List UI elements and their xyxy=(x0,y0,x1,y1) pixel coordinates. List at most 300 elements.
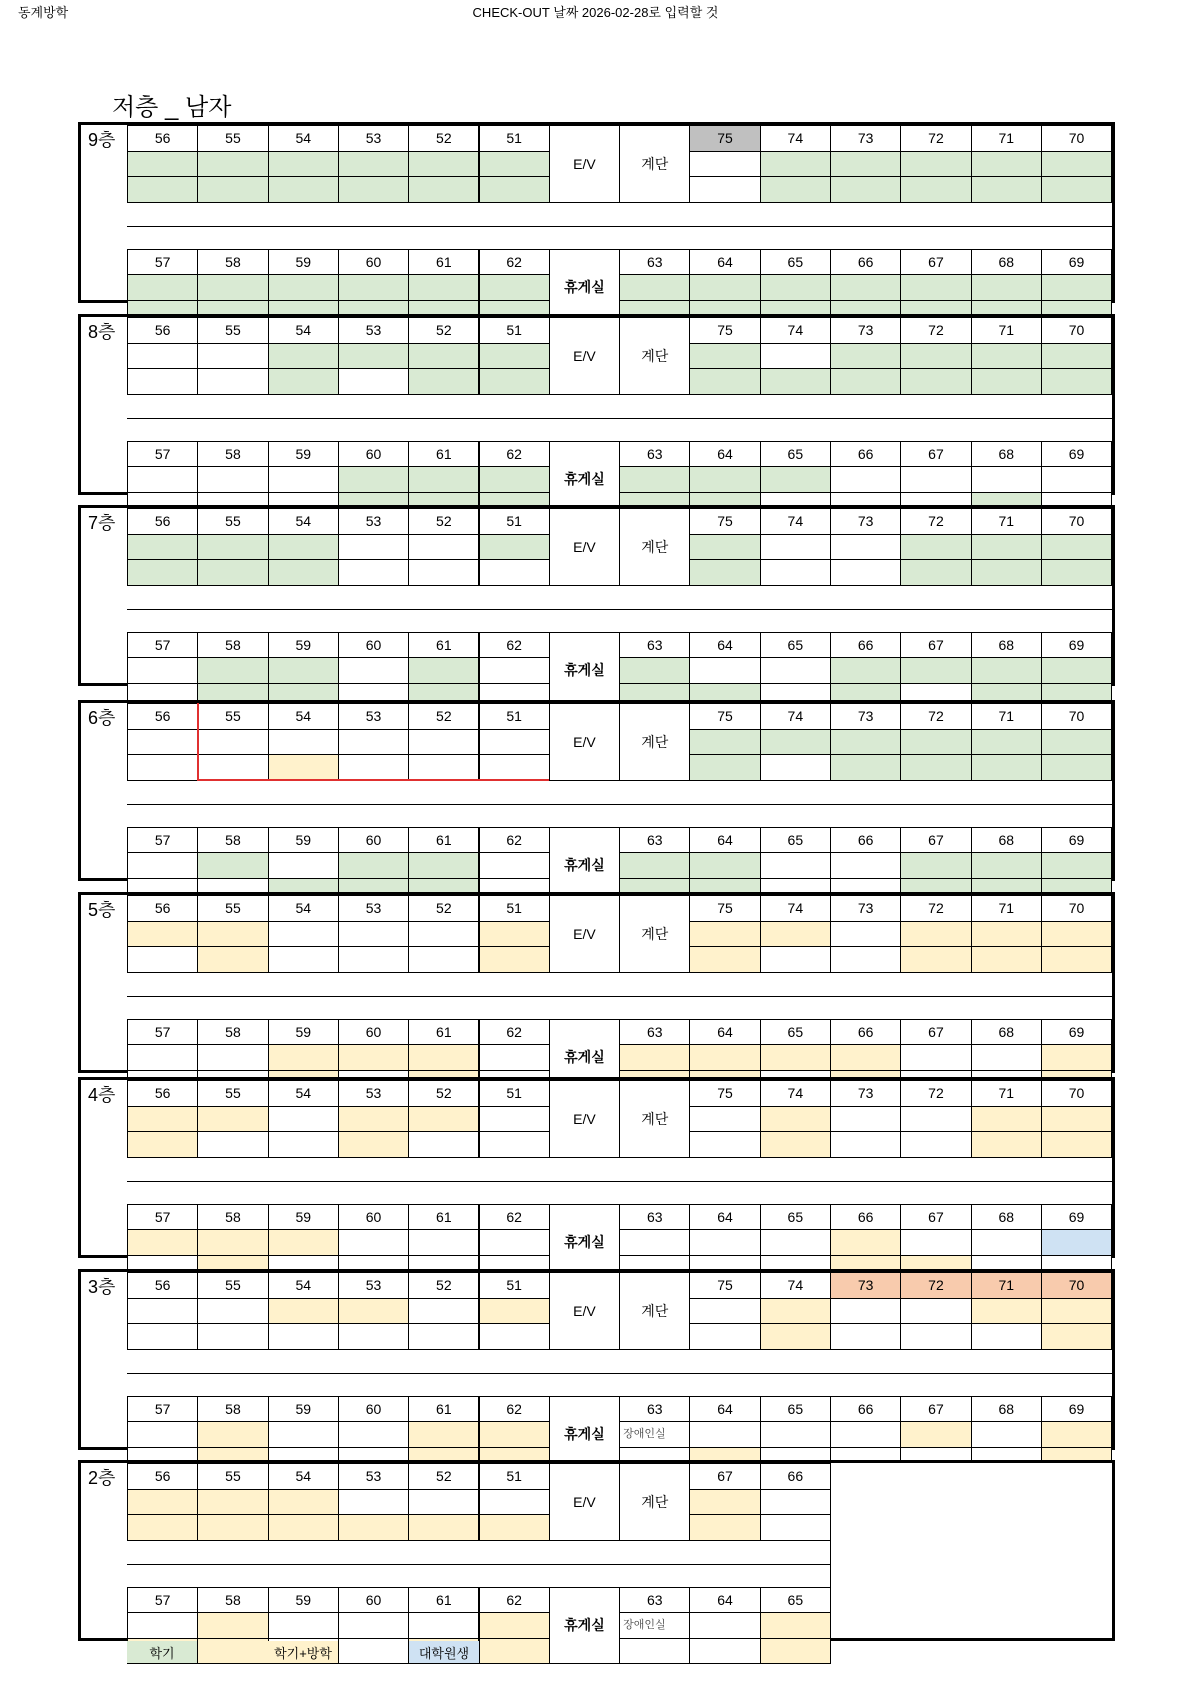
bed-slot[interactable] xyxy=(971,1298,1042,1325)
bed-slot[interactable] xyxy=(127,559,198,586)
bed-slot[interactable] xyxy=(127,176,198,203)
bed-slot[interactable] xyxy=(479,1044,550,1071)
bed-slot[interactable] xyxy=(689,466,760,493)
bed-slot[interactable] xyxy=(760,1106,831,1133)
bed-slot[interactable] xyxy=(760,1612,831,1639)
bed-slot[interactable] xyxy=(479,1229,550,1256)
bed-slot[interactable] xyxy=(127,534,198,561)
bed-slot[interactable] xyxy=(479,1638,550,1665)
bed-slot[interactable] xyxy=(760,754,831,781)
bed-slot[interactable] xyxy=(689,852,760,879)
bed-slot[interactable] xyxy=(127,343,198,370)
corridor-line xyxy=(127,418,1113,419)
bed-slot[interactable] xyxy=(971,176,1042,203)
bed-slot[interactable] xyxy=(971,921,1042,948)
bed-slot[interactable] xyxy=(268,534,339,561)
bed-slot[interactable] xyxy=(689,1106,760,1133)
bed-slot[interactable] xyxy=(900,1323,971,1350)
bed-slot[interactable] xyxy=(268,1298,339,1325)
bed-slot[interactable] xyxy=(900,921,971,948)
bed-slot[interactable] xyxy=(197,559,268,586)
bed-slot[interactable] xyxy=(689,729,760,756)
bed-slot[interactable] xyxy=(197,1323,268,1350)
bed-slot[interactable] xyxy=(197,176,268,203)
bed-slot[interactable] xyxy=(830,946,901,973)
bed-slot[interactable] xyxy=(479,151,550,178)
bed-slot[interactable] xyxy=(900,368,971,395)
bed-slot[interactable] xyxy=(408,534,479,561)
bed-slot[interactable] xyxy=(408,921,479,948)
bed-slot[interactable] xyxy=(689,534,760,561)
bed-slot[interactable] xyxy=(338,1131,409,1158)
bed-slot[interactable] xyxy=(900,274,971,301)
bed-slot[interactable] xyxy=(408,176,479,203)
bed-slot[interactable] xyxy=(268,921,339,948)
bed-slot[interactable] xyxy=(830,274,901,301)
bed-slot[interactable] xyxy=(268,1514,339,1541)
bed-slot[interactable] xyxy=(760,852,831,879)
bed-slot[interactable] xyxy=(197,1421,268,1448)
bed-slot[interactable] xyxy=(408,274,479,301)
room-number: 68 xyxy=(971,1396,1042,1423)
bed-slot[interactable] xyxy=(268,1229,339,1256)
bed-slot[interactable] xyxy=(338,1421,409,1448)
bed-slot[interactable] xyxy=(127,1229,198,1256)
bed-slot[interactable] xyxy=(127,1323,198,1350)
bed-slot[interactable] xyxy=(830,151,901,178)
bed-slot[interactable] xyxy=(408,1514,479,1541)
bed-slot[interactable] xyxy=(1041,852,1112,879)
bed-slot[interactable] xyxy=(479,1298,550,1325)
bed-slot[interactable] xyxy=(1041,1323,1112,1350)
bed-slot[interactable] xyxy=(830,176,901,203)
bed-slot[interactable] xyxy=(127,657,198,684)
bed-slot[interactable] xyxy=(900,946,971,973)
bed-slot[interactable] xyxy=(268,729,339,756)
bed-slot[interactable] xyxy=(408,368,479,395)
bed-slot[interactable] xyxy=(479,754,550,781)
bed-slot[interactable] xyxy=(408,1229,479,1256)
bed-slot[interactable] xyxy=(479,729,550,756)
bed-slot[interactable] xyxy=(479,343,550,370)
bed-slot[interactable] xyxy=(689,343,760,370)
bed-slot[interactable] xyxy=(830,559,901,586)
bed-slot[interactable] xyxy=(197,151,268,178)
bed-slot[interactable] xyxy=(689,1514,760,1541)
bed-slot[interactable] xyxy=(408,1421,479,1448)
bed-slot[interactable] xyxy=(338,729,409,756)
bed-slot[interactable] xyxy=(268,466,339,493)
bed-slot[interactable] xyxy=(338,921,409,948)
bed-slot[interactable] xyxy=(619,852,690,879)
bed-slot[interactable] xyxy=(127,729,198,756)
bed-slot[interactable] xyxy=(830,921,901,948)
bed-slot[interactable] xyxy=(760,1421,831,1448)
room-number: 74 xyxy=(760,895,831,922)
bed-slot[interactable] xyxy=(900,1421,971,1448)
bed-slot[interactable] xyxy=(338,946,409,973)
bed-slot[interactable] xyxy=(408,1106,479,1133)
bed-slot[interactable] xyxy=(760,1298,831,1325)
bed-slot[interactable] xyxy=(127,274,198,301)
bed-slot[interactable] xyxy=(900,559,971,586)
bed-slot[interactable] xyxy=(197,1514,268,1541)
bed-slot[interactable] xyxy=(760,1044,831,1071)
bed-slot[interactable] xyxy=(760,1514,831,1541)
bed-slot[interactable] xyxy=(760,657,831,684)
bed-slot[interactable] xyxy=(971,729,1042,756)
room-number: 68 xyxy=(971,441,1042,468)
bed-slot[interactable] xyxy=(830,754,901,781)
bed-slot[interactable] xyxy=(479,1323,550,1350)
bed-slot[interactable] xyxy=(900,1044,971,1071)
bed-slot[interactable] xyxy=(971,466,1042,493)
bed-slot[interactable] xyxy=(338,1514,409,1541)
bed-slot[interactable] xyxy=(689,1229,760,1256)
bed-slot[interactable] xyxy=(268,151,339,178)
bed-slot[interactable] xyxy=(1041,657,1112,684)
bed-slot[interactable] xyxy=(689,151,760,178)
bed-slot[interactable] xyxy=(1041,1131,1112,1158)
bed-slot[interactable] xyxy=(619,274,690,301)
bed-slot[interactable] xyxy=(197,274,268,301)
bed-slot[interactable] xyxy=(689,1421,760,1448)
room-number: 53 xyxy=(338,703,409,730)
bed-slot[interactable] xyxy=(408,946,479,973)
bed-slot[interactable] xyxy=(197,466,268,493)
bed-slot[interactable] xyxy=(408,1323,479,1350)
bed-slot[interactable] xyxy=(268,1131,339,1158)
room-number: 63 xyxy=(619,249,690,276)
bed-slot[interactable] xyxy=(1041,559,1112,586)
bed-slot[interactable] xyxy=(900,754,971,781)
bed-slot[interactable] xyxy=(268,852,339,879)
bed-slot[interactable] xyxy=(479,1131,550,1158)
bed-slot[interactable] xyxy=(479,1489,550,1516)
bed-slot[interactable] xyxy=(830,534,901,561)
bed-slot[interactable] xyxy=(971,1229,1042,1256)
bed-slot[interactable] xyxy=(689,368,760,395)
bed-slot[interactable] xyxy=(268,343,339,370)
bed-slot[interactable] xyxy=(338,559,409,586)
bed-slot[interactable] xyxy=(268,1489,339,1516)
bed-slot[interactable] xyxy=(268,274,339,301)
bed-slot[interactable] xyxy=(971,1106,1042,1133)
bed-slot[interactable] xyxy=(127,754,198,781)
bed-slot[interactable] xyxy=(830,1229,901,1256)
bed-slot[interactable] xyxy=(197,534,268,561)
bed-slot[interactable] xyxy=(479,946,550,973)
bed-slot[interactable] xyxy=(268,1421,339,1448)
bed-slot[interactable] xyxy=(197,1106,268,1133)
bed-slot[interactable] xyxy=(1041,1044,1112,1071)
bed-slot[interactable] xyxy=(268,1612,339,1639)
bed-slot[interactable] xyxy=(197,1489,268,1516)
bed-slot[interactable] xyxy=(338,274,409,301)
bed-slot[interactable] xyxy=(971,1421,1042,1448)
bed-slot[interactable] xyxy=(127,852,198,879)
bed-slot[interactable] xyxy=(408,559,479,586)
bed-slot[interactable] xyxy=(197,343,268,370)
bed-slot[interactable] xyxy=(971,852,1042,879)
red-outline xyxy=(197,779,549,781)
bed-slot[interactable] xyxy=(197,368,268,395)
bed-slot[interactable] xyxy=(197,1044,268,1071)
bed-slot[interactable] xyxy=(689,946,760,973)
bed-slot[interactable] xyxy=(760,559,831,586)
bed-slot[interactable] xyxy=(900,729,971,756)
bed-slot[interactable] xyxy=(900,657,971,684)
lounge-area: 휴게실 xyxy=(549,1396,620,1474)
bed-slot[interactable] xyxy=(268,1106,339,1133)
bed-slot[interactable] xyxy=(971,1044,1042,1071)
bed-slot[interactable] xyxy=(479,1421,550,1448)
bed-slot[interactable] xyxy=(689,657,760,684)
bed-slot[interactable] xyxy=(338,368,409,395)
bed-slot[interactable] xyxy=(619,1229,690,1256)
bed-slot[interactable] xyxy=(127,1489,198,1516)
bed-slot[interactable] xyxy=(830,1298,901,1325)
bed-slot[interactable] xyxy=(830,466,901,493)
bed-slot[interactable] xyxy=(479,274,550,301)
bed-slot[interactable] xyxy=(830,1106,901,1133)
bed-slot[interactable] xyxy=(197,657,268,684)
bed-slot[interactable] xyxy=(689,754,760,781)
bed-slot[interactable] xyxy=(760,921,831,948)
bed-slot[interactable] xyxy=(408,343,479,370)
bed-slot[interactable] xyxy=(127,368,198,395)
bed-slot[interactable] xyxy=(197,946,268,973)
bed-slot[interactable]: 장애인실 xyxy=(619,1421,690,1448)
bed-slot[interactable] xyxy=(1041,1229,1112,1256)
bed-slot[interactable] xyxy=(830,657,901,684)
bed-slot[interactable] xyxy=(479,559,550,586)
bed-slot[interactable] xyxy=(338,1612,409,1639)
bed-slot[interactable] xyxy=(268,559,339,586)
room-number: 60 xyxy=(338,1587,409,1614)
bed-slot[interactable] xyxy=(479,921,550,948)
bed-slot[interactable] xyxy=(689,1323,760,1350)
bed-slot[interactable] xyxy=(760,1638,831,1665)
bed-slot[interactable] xyxy=(338,466,409,493)
bed-slot[interactable] xyxy=(830,343,901,370)
bed-slot[interactable] xyxy=(127,466,198,493)
bed-slot[interactable] xyxy=(1041,368,1112,395)
bed-slot[interactable] xyxy=(760,151,831,178)
bed-slot[interactable] xyxy=(1041,921,1112,948)
bed-slot[interactable] xyxy=(760,534,831,561)
bed-slot[interactable] xyxy=(408,1044,479,1071)
bed-slot[interactable] xyxy=(689,921,760,948)
bed-slot[interactable] xyxy=(268,1323,339,1350)
bed-slot[interactable] xyxy=(900,1298,971,1325)
bed-slot[interactable] xyxy=(197,1229,268,1256)
bed-slot[interactable] xyxy=(197,1298,268,1325)
bed-slot[interactable] xyxy=(760,1131,831,1158)
bed-slot[interactable] xyxy=(268,657,339,684)
bed-slot[interactable] xyxy=(900,343,971,370)
bed-slot[interactable] xyxy=(1041,1298,1112,1325)
bed-slot[interactable] xyxy=(760,1229,831,1256)
bed-slot[interactable] xyxy=(830,1044,901,1071)
bed-slot[interactable] xyxy=(760,729,831,756)
bed-slot[interactable] xyxy=(760,343,831,370)
bed-slot[interactable] xyxy=(619,657,690,684)
bed-slot[interactable] xyxy=(197,754,268,781)
bed-slot[interactable] xyxy=(338,1489,409,1516)
bed-slot[interactable] xyxy=(760,368,831,395)
bed-slot[interactable] xyxy=(760,176,831,203)
bed-slot[interactable] xyxy=(1041,534,1112,561)
bed-slot[interactable] xyxy=(900,176,971,203)
bed-slot[interactable] xyxy=(338,1106,409,1133)
bed-slot[interactable] xyxy=(1041,343,1112,370)
bed-slot[interactable] xyxy=(479,852,550,879)
bed-slot[interactable] xyxy=(689,1298,760,1325)
bed-slot[interactable] xyxy=(900,1131,971,1158)
bed-slot[interactable] xyxy=(127,151,198,178)
bed-slot[interactable] xyxy=(197,852,268,879)
bed-slot[interactable] xyxy=(619,466,690,493)
bed-slot[interactable] xyxy=(760,274,831,301)
bed-slot[interactable] xyxy=(971,1131,1042,1158)
bed-slot[interactable] xyxy=(408,1612,479,1639)
bed-slot[interactable] xyxy=(479,1106,550,1133)
bed-slot[interactable] xyxy=(127,1298,198,1325)
bed-slot[interactable] xyxy=(408,1489,479,1516)
bed-slot[interactable] xyxy=(1041,1421,1112,1448)
bed-slot[interactable] xyxy=(619,1044,690,1071)
bed-slot[interactable] xyxy=(971,754,1042,781)
bed-slot[interactable] xyxy=(127,1612,198,1639)
bed-slot[interactable] xyxy=(408,754,479,781)
bed-slot[interactable] xyxy=(971,343,1042,370)
bed-slot[interactable] xyxy=(408,1131,479,1158)
bed-slot[interactable] xyxy=(689,1489,760,1516)
bed-slot[interactable] xyxy=(971,151,1042,178)
bed-slot[interactable] xyxy=(408,466,479,493)
bed-slot[interactable] xyxy=(268,368,339,395)
bed-slot[interactable] xyxy=(830,1323,901,1350)
bed-slot[interactable] xyxy=(338,657,409,684)
bed-slot[interactable] xyxy=(197,729,268,756)
bed-slot[interactable] xyxy=(127,1421,198,1448)
bed-slot[interactable] xyxy=(338,1044,409,1071)
bed-slot[interactable] xyxy=(760,466,831,493)
bed-slot[interactable] xyxy=(830,1421,901,1448)
bed-slot[interactable] xyxy=(971,534,1042,561)
bed-slot[interactable] xyxy=(830,852,901,879)
bed-slot[interactable] xyxy=(479,466,550,493)
bed-slot[interactable] xyxy=(127,921,198,948)
bed-slot[interactable]: 장애인실 xyxy=(619,1612,690,1639)
bed-slot[interactable] xyxy=(408,852,479,879)
bed-slot[interactable] xyxy=(197,1638,268,1665)
bed-slot[interactable] xyxy=(479,1514,550,1541)
bed-slot[interactable] xyxy=(338,343,409,370)
bed-slot[interactable] xyxy=(1041,274,1112,301)
bed-slot[interactable] xyxy=(1041,729,1112,756)
bed-slot[interactable] xyxy=(760,1323,831,1350)
bed-slot[interactable] xyxy=(900,466,971,493)
bed-slot[interactable] xyxy=(971,1323,1042,1350)
bed-slot[interactable] xyxy=(479,1612,550,1639)
bed-slot[interactable] xyxy=(760,946,831,973)
bed-slot[interactable] xyxy=(338,534,409,561)
bed-slot[interactable] xyxy=(338,852,409,879)
bed-slot[interactable] xyxy=(1041,151,1112,178)
bed-slot[interactable] xyxy=(197,1131,268,1158)
bed-slot[interactable] xyxy=(1041,1106,1112,1133)
bed-slot[interactable] xyxy=(268,946,339,973)
bed-slot[interactable] xyxy=(338,176,409,203)
bed-slot[interactable] xyxy=(900,151,971,178)
bed-slot[interactable] xyxy=(689,176,760,203)
bed-slot[interactable] xyxy=(971,274,1042,301)
bed-slot[interactable] xyxy=(197,1612,268,1639)
bed-slot[interactable] xyxy=(268,754,339,781)
bed-slot[interactable] xyxy=(479,368,550,395)
bed-slot[interactable] xyxy=(338,1298,409,1325)
bed-slot[interactable] xyxy=(127,1514,198,1541)
bed-slot[interactable] xyxy=(338,1323,409,1350)
bed-slot[interactable] xyxy=(689,1612,760,1639)
bed-slot[interactable] xyxy=(408,151,479,178)
bed-slot[interactable] xyxy=(408,657,479,684)
bed-slot[interactable] xyxy=(689,1638,760,1665)
bed-slot[interactable] xyxy=(408,1298,479,1325)
bed-slot[interactable] xyxy=(127,1106,198,1133)
bed-slot[interactable] xyxy=(830,729,901,756)
bed-slot[interactable] xyxy=(197,921,268,948)
bed-slot[interactable] xyxy=(900,1229,971,1256)
bed-slot[interactable] xyxy=(971,368,1042,395)
bed-slot[interactable] xyxy=(338,1229,409,1256)
bed-slot[interactable] xyxy=(900,852,971,879)
bed-slot[interactable] xyxy=(689,274,760,301)
bed-slot[interactable] xyxy=(900,1106,971,1133)
bed-slot[interactable] xyxy=(971,657,1042,684)
bed-slot[interactable] xyxy=(900,534,971,561)
bed-slot[interactable] xyxy=(127,946,198,973)
bed-slot[interactable] xyxy=(1041,466,1112,493)
bed-slot[interactable] xyxy=(479,176,550,203)
bed-slot[interactable] xyxy=(127,1044,198,1071)
bed-slot[interactable] xyxy=(971,559,1042,586)
bed-slot[interactable] xyxy=(1041,946,1112,973)
bed-slot[interactable] xyxy=(689,1131,760,1158)
bed-slot[interactable] xyxy=(338,151,409,178)
bed-slot[interactable] xyxy=(268,176,339,203)
bed-slot[interactable] xyxy=(1041,176,1112,203)
bed-slot[interactable] xyxy=(1041,754,1112,781)
bed-slot[interactable] xyxy=(830,368,901,395)
bed-slot[interactable] xyxy=(619,1638,690,1665)
bed-slot[interactable] xyxy=(338,1638,409,1665)
bed-slot[interactable] xyxy=(268,1044,339,1071)
bed-slot[interactable] xyxy=(830,1131,901,1158)
bed-slot[interactable] xyxy=(689,1044,760,1071)
bed-slot[interactable] xyxy=(127,1131,198,1158)
bed-slot[interactable] xyxy=(479,534,550,561)
bed-slot[interactable] xyxy=(338,754,409,781)
bed-slot[interactable] xyxy=(971,946,1042,973)
bed-slot[interactable] xyxy=(689,559,760,586)
bed-slot[interactable] xyxy=(760,1489,831,1516)
room-number: 69 xyxy=(1041,632,1112,659)
bed-slot[interactable] xyxy=(479,657,550,684)
bed-slot[interactable] xyxy=(408,729,479,756)
